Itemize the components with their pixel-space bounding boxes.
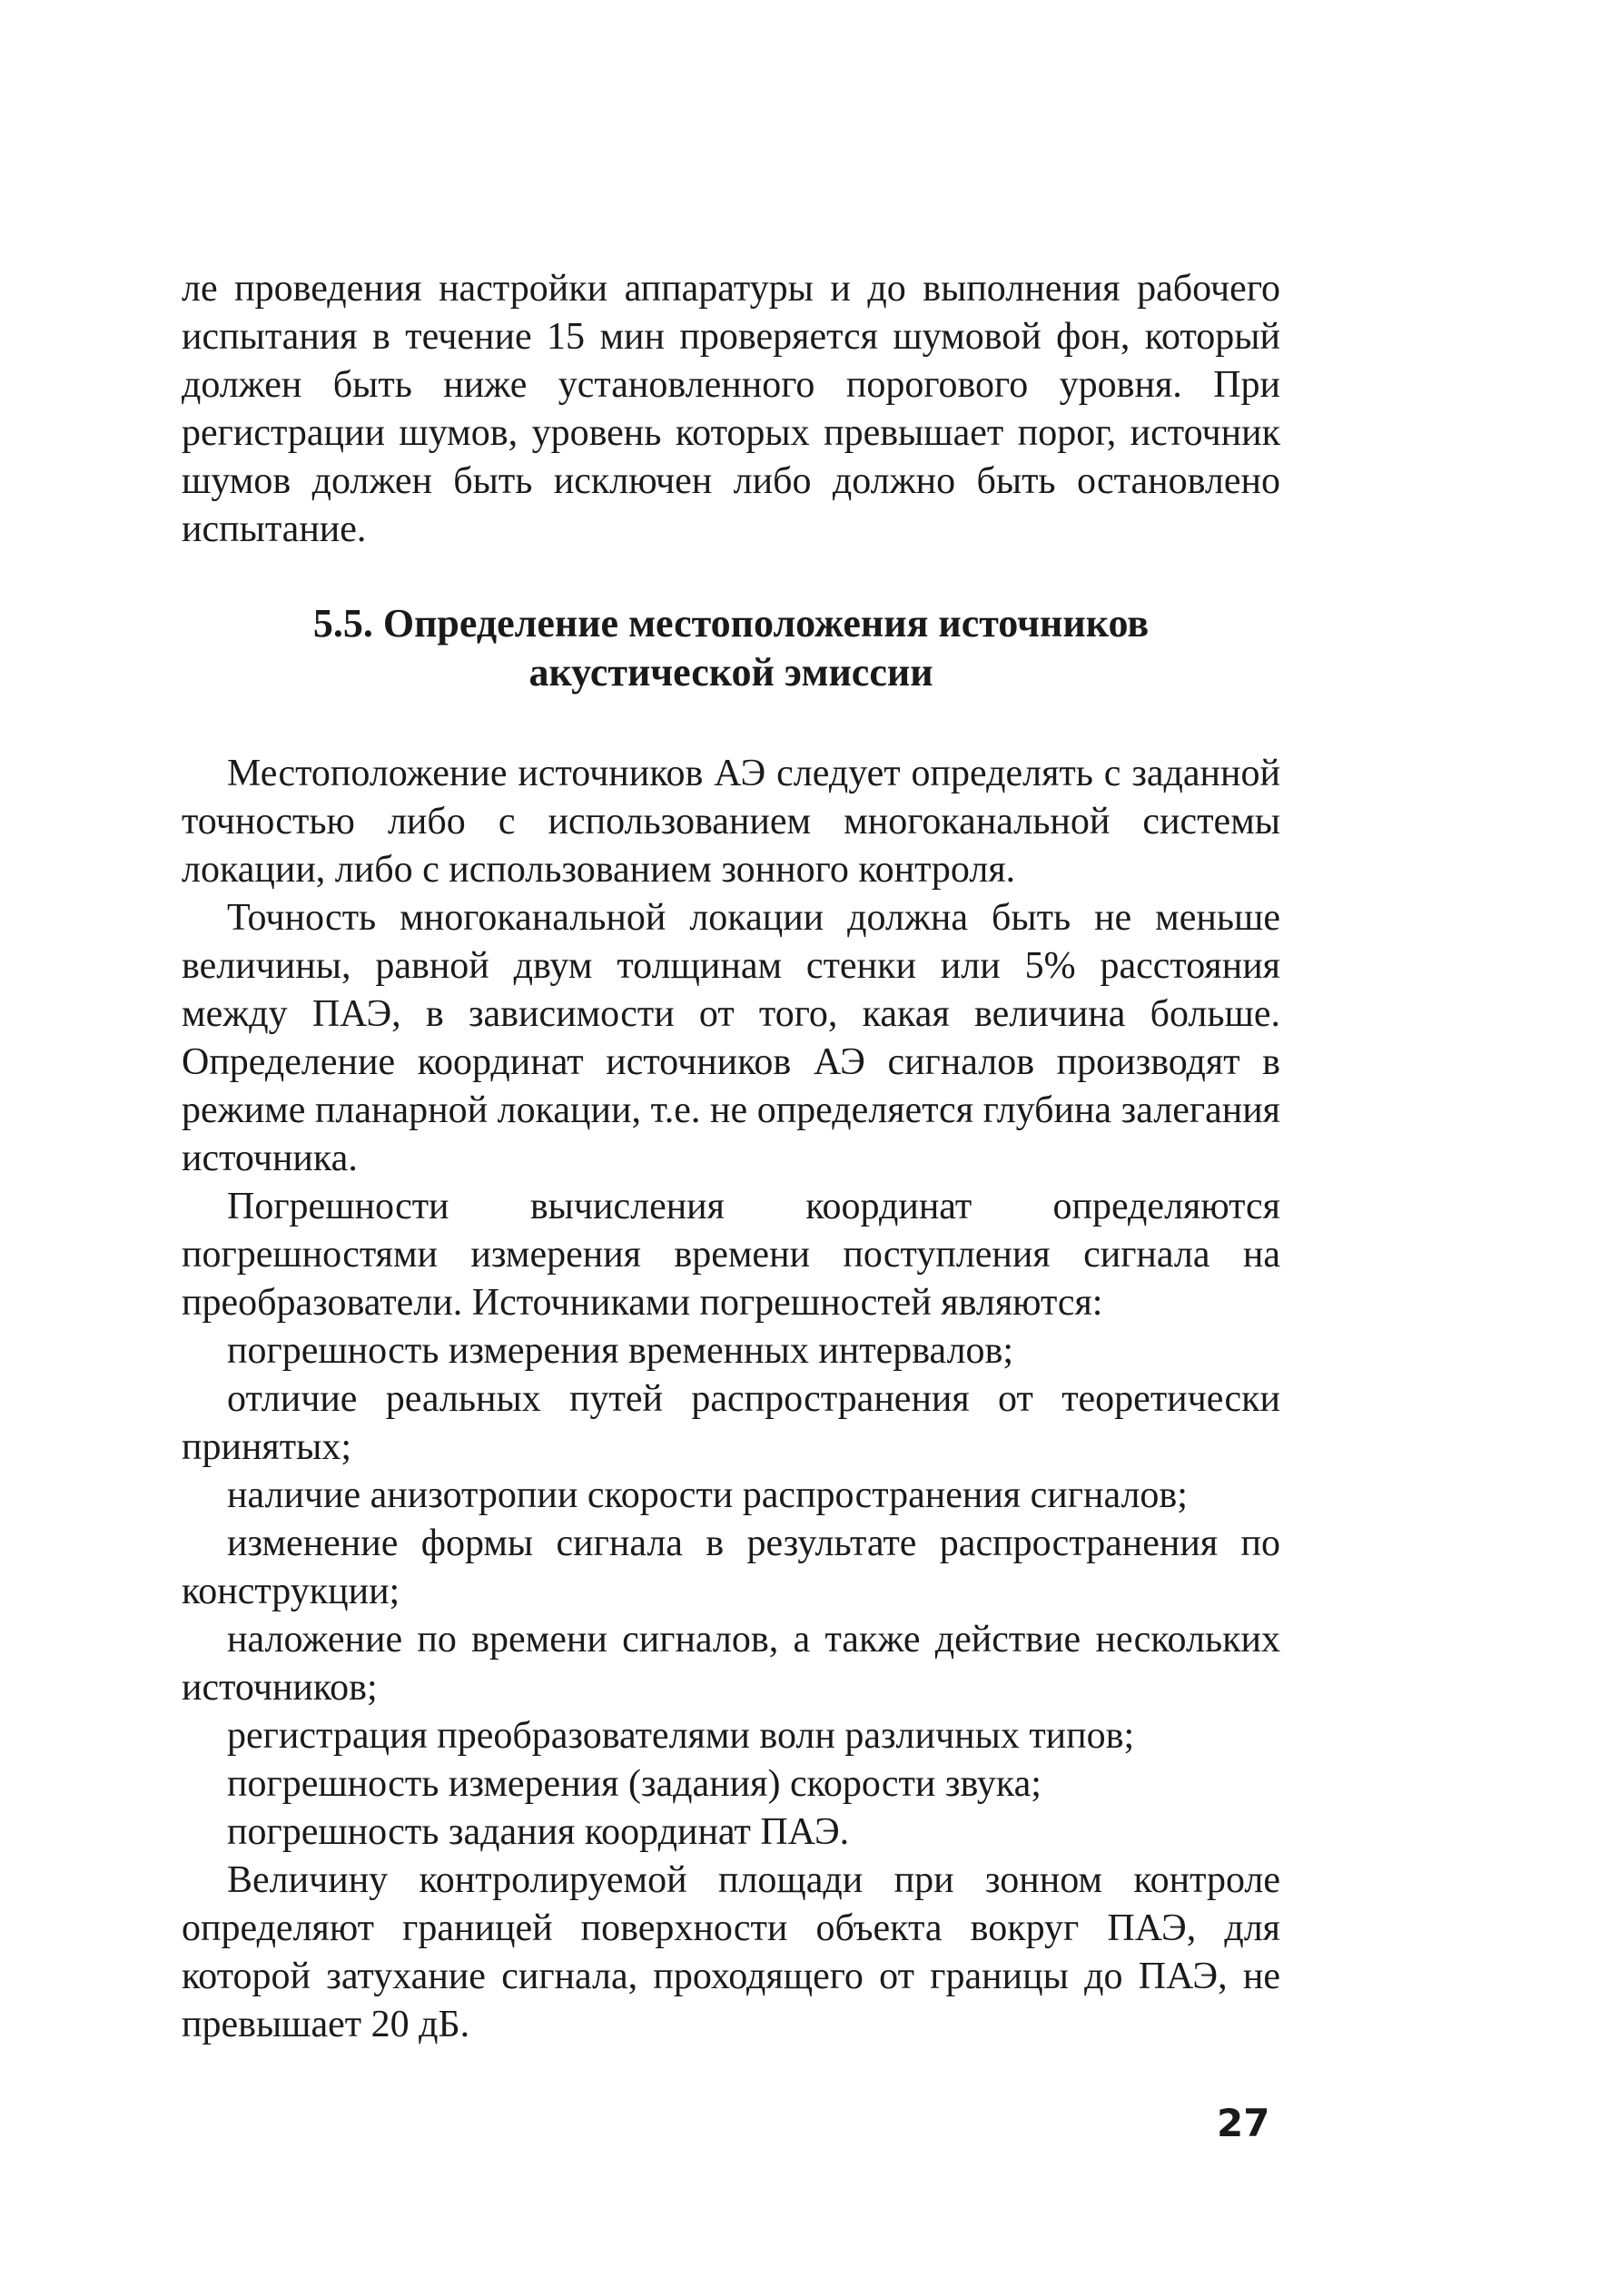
section-body bbox=[182, 750, 1280, 2049]
section-heading-line1: 5.5. Определение местоположения источников bbox=[312, 601, 1150, 645]
list-item: изменение формы сигнала в результате распространения по конструкции; bbox=[182, 1522, 1280, 1612]
intro-text bbox=[182, 265, 1280, 554]
paragraph: Погрешности вычисления координат определяются погрешностями измерения времени поступления сигнала на преобразователи. Источниками погрешностей являются: bbox=[182, 1186, 1280, 1324]
intro-paragraph: ле проведения настройки аппаратуры и до выполнения рабочего испытания в течение 15 мин проверяется шумовой фон, который должен быть ниже установленного порогового уровня. При регистрации шумов, уровень которых превышает порог, источник шумов должен быть исключен либо должно быть остановлено испытание. bbox=[182, 268, 1280, 550]
paragraph: Местоположение источников АЭ следует определять с заданной точностью либо с использованием многоканальной системы локации, либо с использованием зонного контроля. bbox=[182, 753, 1280, 891]
list-item: регистрация преобразователями волн различных типов; bbox=[227, 1715, 1135, 1757]
list-item: наложение по времени сигналов, а также действие нескольких источников; bbox=[182, 1619, 1280, 1709]
paragraph: Точность многоканальной локации должна быть не меньше величины, равной двум толщинам стенки или 5% расстояния между ПАЭ, в зависимости от того, какая величина больше. Определение координат источников АЭ сигналов производят в режиме планарной локации, т.е. не определяется глубина залегания источника. bbox=[182, 897, 1280, 1179]
list-item: отличие реальных путей распространения от теоретически принятых; bbox=[182, 1378, 1280, 1468]
final-paragraph: Величину контролируемой площади при зонном контроле определяют границей поверхности объекта вокруг ПАЭ, для которой затухание сигнала, проходящего от границы до ПАЭ, не превышает 20 дБ. bbox=[182, 1859, 1280, 2045]
page-number: 27 bbox=[1217, 2101, 1270, 2145]
list-item: погрешность измерения (задания) скорости звука; bbox=[227, 1763, 1041, 1805]
section-heading-line2: акустической эмиссии bbox=[528, 650, 933, 695]
list-item: наличие анизотропии скорости распространения сигналов; bbox=[227, 1474, 1188, 1516]
section-heading bbox=[182, 599, 1280, 697]
list-item: погрешность измерения временных интервалов; bbox=[227, 1330, 1014, 1372]
list-item: погрешность задания координат ПАЭ. bbox=[227, 1811, 850, 1853]
